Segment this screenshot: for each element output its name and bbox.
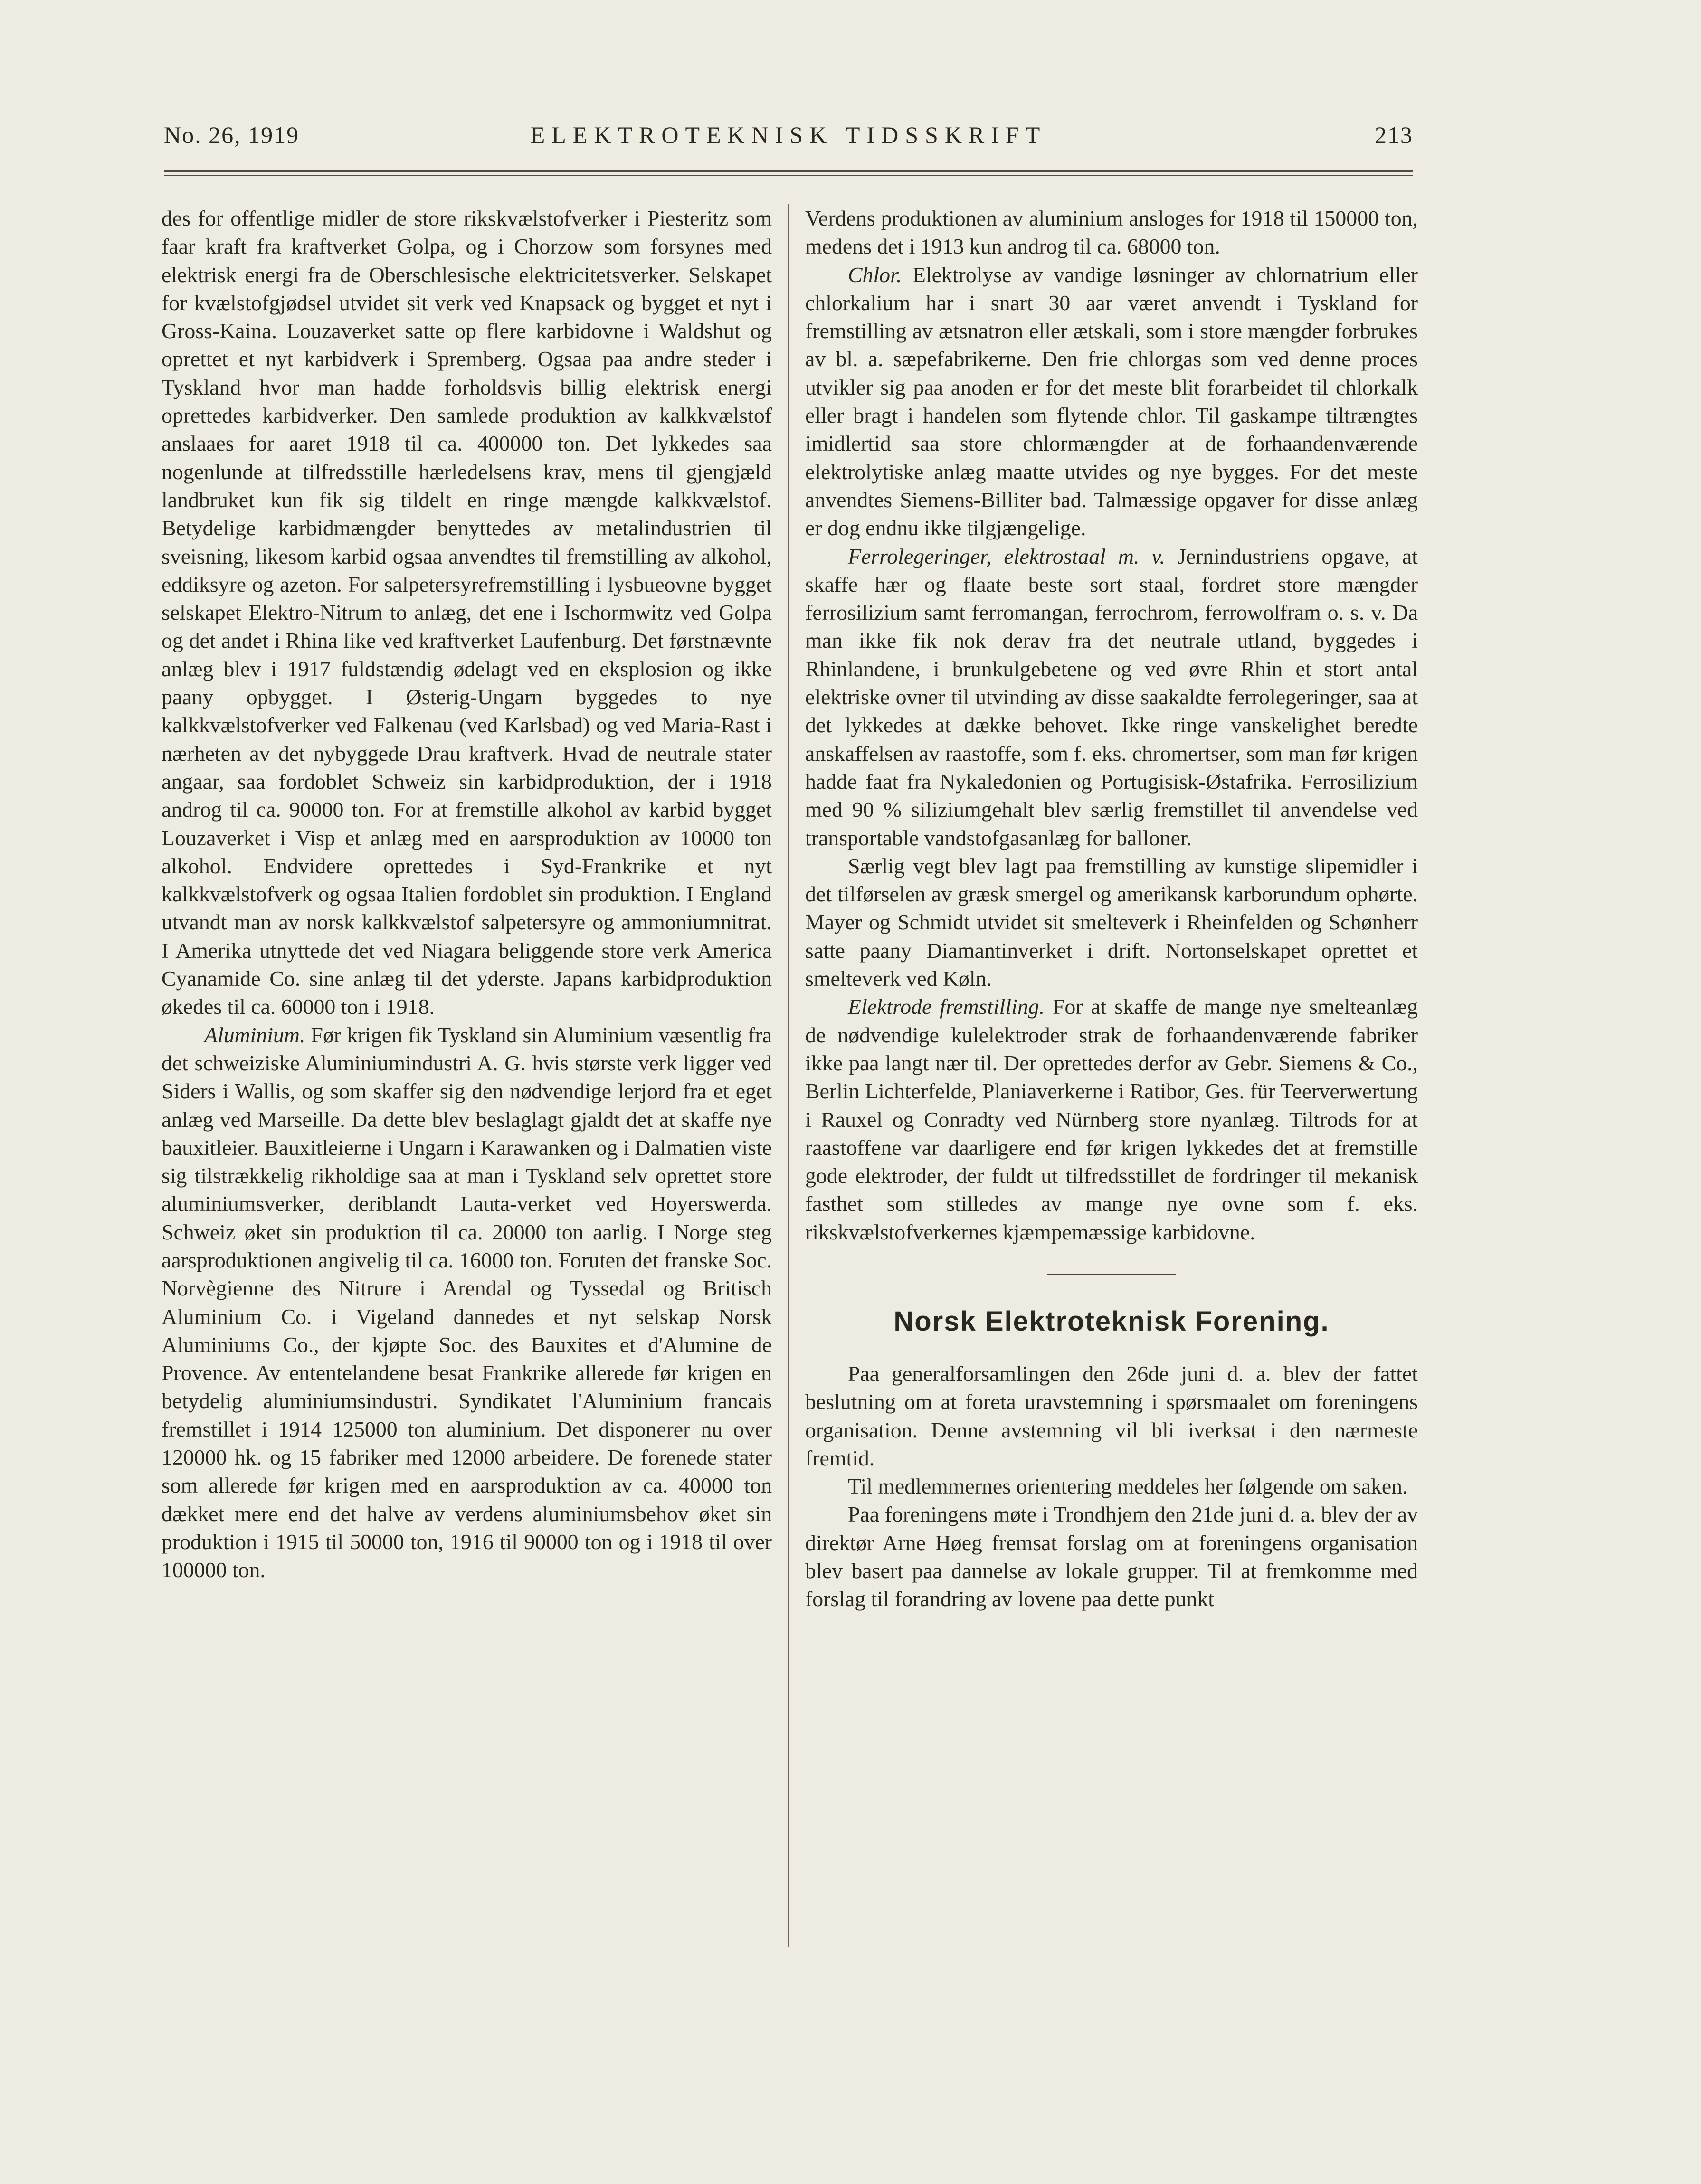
paragraph: Særlig vegt blev lagt paa fremstilling av kunstige slipemidler i det tilførselen av græsk smergel og amerikansk karborundum ophørte. Mayer og Schmidt utvidet sit smelteverk i Rheinfelden og Schønherr satte paany Diamantinverket i drift. Nortonselskapet oprettet et smelteverk ved Køln. [805,853,1418,991]
run-in-heading: Elektrode fremstilling. [848,994,1045,1019]
paragraph: Paa generalforsamlingen den 26de juni d. a. blev der fattet beslutning om at foreta uravstemning i spørsmaalet om foreningens organisation. Denne avstemning vil bli iverksat i den nærmeste fremtid. [805,1361,1418,1470]
run-in-heading: Ferrolegeringer, elektrostaal m. v. [848,544,1165,568]
issue-number: No. 26, 1919 [164,122,300,148]
run-in-heading: Chlor. [848,262,902,287]
paragraph-text: Før krigen fik Tyskland sin Aluminium væsentlig fra det schweiziske Aluminiumindustri A. G. hvis største verk ligger ved Siders i Wallis, og som skaffer sig den nødvendige lerjord fra et eget anlæg ved Marseille. Da dette blev beslaglagt gjaldt det at skaffe nye bauxitleier. Bauxitleierne i Ungarn i Karawanken og i Dalmatien viste sig tilstrækkelig rikholdige saa at man i Tyskland selv oprettet store aluminiumsverker, deriblandt Lauta-verket ved Hoyerswerda. Schweiz øket sin produktion til ca. 20000 ton aarlig. I Norge steg aarsproduktionen angivelig til ca. 16000 ton. Foruten det franske Soc. Norvègienne des Nitrure i Arendal og Tyssedal og Britisch Aluminium Co. i Vigeland dannedes et nyt selskap Norsk Aluminiums Co., der kjøpte Soc. des Bauxites et d'Alumine de Provence. Av ententelandene besat Frankrike allerede før krigen en betydelig aluminiumsindustri. Syndikatet l'Aluminium francais fremstillet i 1914 125000 ton aluminium. Det disponerer nu over 120000 hk. og 15 fabriker med 12000 arbeidere. De forenede stater som allerede før krigen med en aarsproduktion av ca. 40000 ton dækket mere end det halve av verdens aluminiumsbehov øket sin produktion i 1915 til 50000 ton, 1916 til 90000 ton og i 1918 til over 100000 ton. [162,1022,772,1582]
paragraph-elektrode [805,993,1418,1246]
column-divider [788,204,789,1947]
paragraph: Verdens produktionen av aluminium ansloges for 1918 til 150000 ton, medens det i 1913 kun androg til ca. 68000 ton. [805,206,1418,259]
paragraph-text: Jernindustriens opgave, at skaffe hær og flaate beste sort staal, fordret store mængder ferrosilizium samt ferromangan, ferrochrom, ferrowolfram o. s. v. Da man ikke fik nok derav fra det neutrale utland, byggedes i Rhinlandene, i brunkulgebetene og ved øvre Rhin et stort antal elektriske ovner til utvinding av disse saakaldte ferrolegeringer, saa at det lykkedes at dække behovet. Ikke ringe vanskelighet beredte anskaffelsen av raastoffe, som f. eks. chromertser, som man før krigen hadde faat fra Nykaledonien og Portugisisk-Østafrika. Ferrosilizium med 90 % siliziumgehalt blev særlig fremstillet til anvendelse ved transportable vandstofgasanlæg for balloner. [805,544,1418,850]
page-number: 213 [1375,122,1413,148]
paragraph: Paa foreningens møte i Trondhjem den 21de juni d. a. blev der av direktør Arne Høeg fremsat forslag om at foreningens organisation blev basert paa dannelse av lokale grupper. Til at fremkomme med forslag til forandring av lovene paa dette punkt [805,1502,1418,1611]
paragraph-aluminium [162,1021,772,1584]
paragraph-text: Elektrolyse av vandige løsninger av chlornatrium eller chlorkalium har i snart 30 aar været anvendt i Tyskland for fremstilling av ætsnatron eller ætskali, som i store mængder forbrukes av bl. a. sæpefabrikerne. Den frie chlorgas som ved denne proces utvikler sig paa anoden er for det meste blit forarbeidet til chlorkalk eller bragt i handelen som flytende chlor. Til gaskampe tiltrængtes imidlertid saa store chlormængder at de forhaandenværende elektrolytiske anlæg maatte utvides og nye bygges. For det meste anvendtes Siemens-Billiter bad. Talmæssige opgaver for disse anlæg er dog endnu ikke tilgjængelige. [805,262,1418,540]
paragraph: des for offentlige midler de store rikskvælstofverker i Piesteritz som faar kraft fra kraftverket Golpa, og i Chorzow som forsynes med elektrisk energi fra de Oberschlesische elektricitetsverker. Selskapet for kvælstofgjødsel utvidet sit verk ved Knapsack og bygget et nyt i Gross-Kaina. Louzaverket satte op flere karbidovne i Waldshut og oprettet et nyt karbidverk i Spremberg. Ogsaa paa andre steder i Tyskland hvor man hadde forholdsvis billig elektrisk energi oprettedes karbidverker. Den samlede produktion av kalkkvælstof anslaaes for aaret 1918 til ca. 400000 ton. Det lykkedes saa nogenlunde at tilfredsstille hærledelsens krav, mens til gjengjæld landbruket kun fik sig tildelt en ringe mængde kalkkvælstof. Betydelige karbidmængder benyttedes av metalindustrien til sveisning, likesom karbid ogsaa anvendtes til fremstilling av alkohol, eddiksyre og azeton. For salpetersyrefremstilling i lysbueovne bygget selskapet Elektro-Nitrum to anlæg, det ene i Ischormwitz ved Golpa og det andet i Rhina like ved kraftverket Laufenburg. Det førstnævnte anlæg blev i 1917 fuldstændig ødelagt ved en eksplosion og ikke paany opbygget. I Østerig-Ungarn byggedes to nye kalkkvælstofverker ved Falkenau (ved Karlsbad) og ved Maria-Rast i nærheten av det nybyggede Drau kraftverk. Hvad de neutrale stater angaar, saa fordoblet Schweiz sin karbidproduktion, der i 1918 androg til ca. 90000 ton. For at fremstille alkohol av karbid bygget Louzaverket i Visp et anlæg med en aarsproduktion av 10000 ton alkohol. Endvidere oprettedes i Syd-Frankrike et nyt kalkkvælstofverk og ogsaa Italien fordoblet sin produktion. I England utvandt man av norsk kalkkvælstof salpetersyre og ammoniumnitrat. I Amerika utnyttede det ved Niagara beliggende store verk America Cyanamide Co. sine anlæg til det yderste. Japans karbidproduktion økedes til ca. 60000 ton i 1918. [162,206,772,1019]
paragraph-ferrolegeringer [805,542,1418,852]
paragraph-chlor [805,261,1418,542]
paragraph: Til medlemmernes orientering meddeles her følgende om saken. [848,1474,1408,1499]
run-in-heading: Aluminium. [204,1022,305,1047]
right-column [805,204,1418,1613]
running-header [164,121,1413,159]
section-heading: Norsk Elektroteknisk Forening. [893,1305,1330,1337]
section-divider [1047,1274,1176,1275]
header-rule-thick [164,170,1413,172]
journal-title: ELEKTROTEKNISK TIDSSKRIFT [530,122,1047,148]
header-rule-thin [164,175,1413,176]
left-column [162,204,772,1584]
paragraph-text: For at skaffe de mange nye smelteanlæg de nødvendige kulelektroder strak de forhaandenværende fabriker ikke paa langt nær til. Der oprettedes derfor av Gebr. Siemens & Co., Berlin Lichterfelde, Planiaverkerne i Ratibor, Ges. für Teerverwertung i Rauxel og Conradty ved Nürnberg store nyanlæg. Tiltrods for at raastoffene var daarligere end før krigen lykkedes det at fremstille gode elektroder, der fuldt ut tilfredsstillet de fordringer til mekanisk fasthet som stilledes av mange nye ovne som f. eks. rikskvælstofverkernes kjæmpemæssige karbidovne. [805,994,1418,1244]
